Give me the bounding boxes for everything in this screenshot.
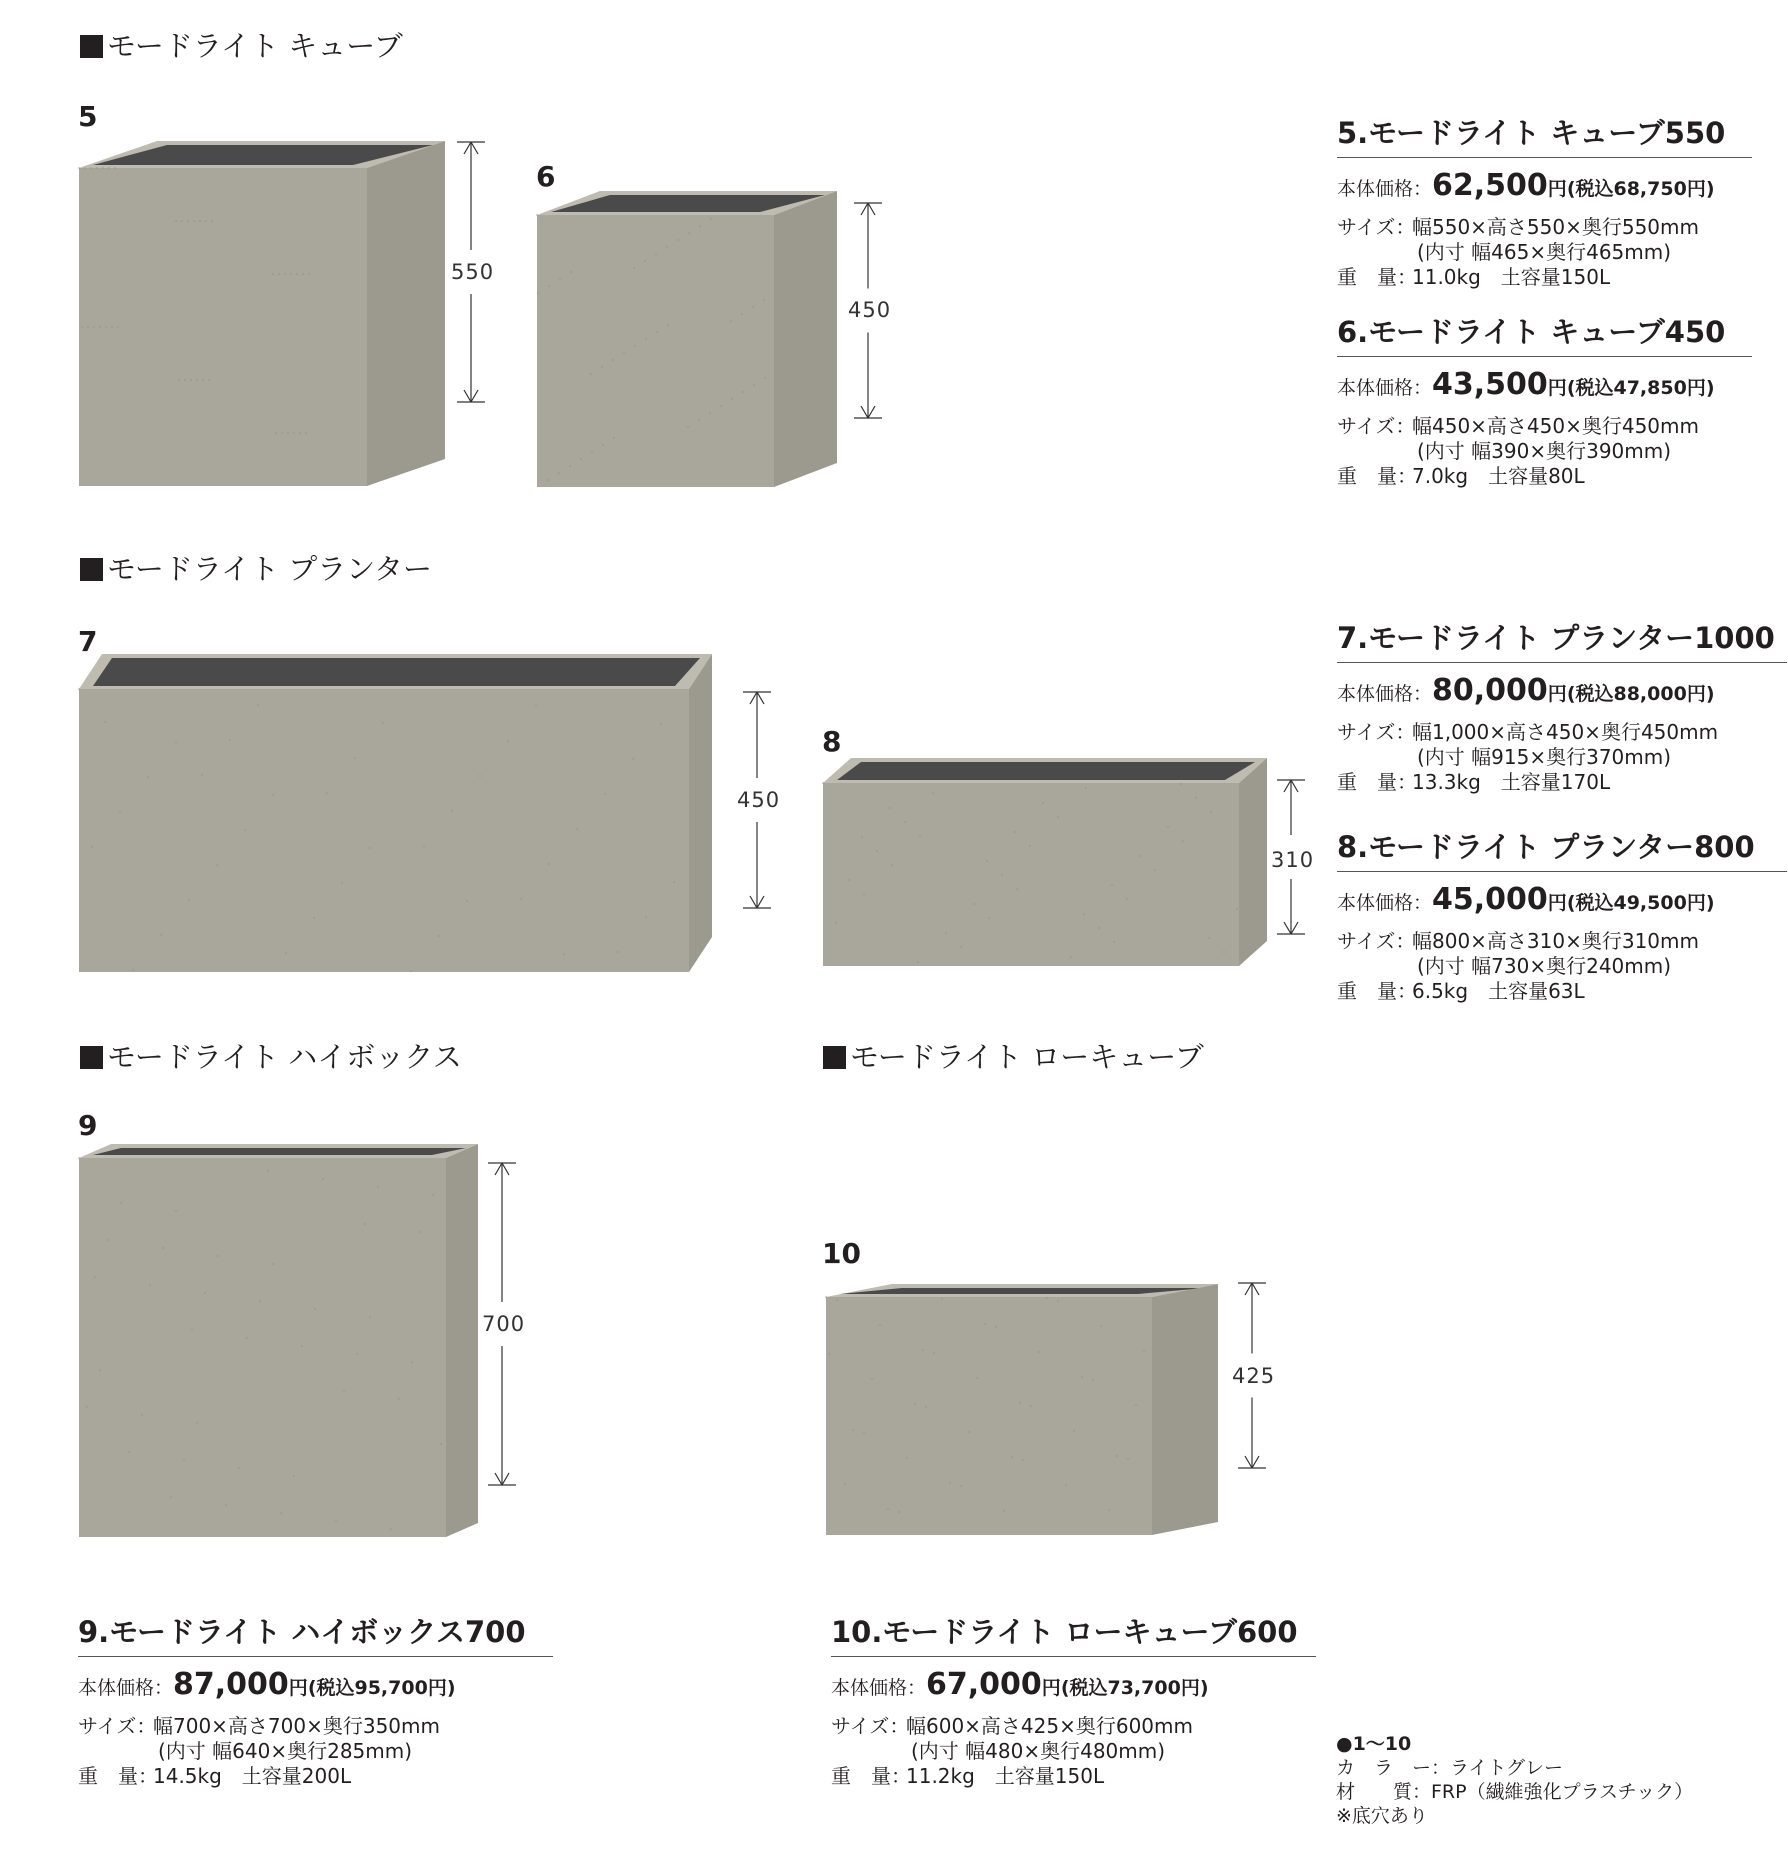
spec-block-10 <box>831 1615 1316 1789</box>
price-value: 43,500 <box>1432 366 1548 402</box>
product-name: 6.モードライト キューブ450 <box>1337 315 1752 357</box>
tax-price: (税込95,700円) <box>307 1676 456 1699</box>
tax-price: (税込49,500円) <box>1566 891 1715 914</box>
product-name: 9.モードライト ハイボックス700 <box>78 1615 553 1657</box>
size-row: サイズ：幅800×高さ310×奥行310mm <box>1337 928 1700 953</box>
planter-7-image <box>78 654 712 972</box>
dimension-label: 550 <box>451 260 495 284</box>
planter-8-image <box>822 758 1267 966</box>
notes-heading: ●1〜10 <box>1336 1733 1412 1755</box>
planter-10-image <box>825 1284 1218 1535</box>
dimension-label: 450 <box>737 788 781 812</box>
tax-price: (税込68,750円) <box>1566 177 1715 200</box>
weight-row: 重 量：6.5kg 土容量63L <box>1337 978 1585 1003</box>
price-line: 本体価格：67,000円(税込73,700円) <box>831 1666 1209 1702</box>
item-number: 9 <box>78 1109 98 1142</box>
planter-9-image <box>78 1144 478 1537</box>
price-line: 本体価格：80,000円(税込88,000円) <box>1337 672 1715 708</box>
product-name: 10.モードライト ローキューブ600 <box>831 1615 1316 1657</box>
inner-size-row: (内寸 幅480×奥行480mm) <box>911 1738 1166 1763</box>
notes-color: カ ラ ー：ライトグレー <box>1336 1757 1564 1779</box>
dimension-label: 450 <box>848 298 892 322</box>
spec-block-7 <box>1337 621 1787 795</box>
spec-block-6 <box>1337 315 1752 489</box>
inner-size-row: (内寸 幅730×奥行240mm) <box>1417 953 1672 978</box>
item-number: 7 <box>78 625 98 658</box>
inner-size-row: (内寸 幅390×奥行390mm) <box>1417 438 1672 463</box>
dimension-label: 310 <box>1271 848 1315 872</box>
price-value: 67,000 <box>926 1666 1042 1702</box>
section-title-planter: モードライト プランター <box>80 555 432 584</box>
price-line: 本体価格：87,000円(税込95,700円) <box>78 1666 456 1702</box>
notes-block <box>1336 1732 1693 1828</box>
size-row: サイズ：幅600×高さ425×奥行600mm <box>831 1713 1194 1738</box>
weight-row: 重 量：11.0kg 土容量150L <box>1337 264 1611 289</box>
tax-price: (税込88,000円) <box>1566 682 1715 705</box>
weight-row: 重 量：13.3kg 土容量170L <box>1337 769 1611 794</box>
inner-size-row: (内寸 幅465×奥行465mm) <box>1417 239 1672 264</box>
item-number: 10 <box>822 1237 861 1270</box>
size-row: サイズ：幅700×高さ700×奥行350mm <box>78 1713 441 1738</box>
size-row: サイズ：幅450×高さ450×奥行450mm <box>1337 413 1700 438</box>
price-value: 45,000 <box>1432 881 1548 917</box>
notes-material: 材 質：FRP（繊維強化プラスチック） <box>1336 1781 1694 1803</box>
price-value: 80,000 <box>1432 672 1548 708</box>
price-line: 本体価格：43,500円(税込47,850円) <box>1337 366 1715 402</box>
spec-block-9 <box>78 1615 553 1789</box>
spec-block-8 <box>1337 830 1787 1004</box>
price-value: 62,500 <box>1432 167 1548 203</box>
product-name: 5.モードライト キューブ550 <box>1337 116 1752 158</box>
tax-price: (税込73,700円) <box>1060 1676 1209 1699</box>
size-row: サイズ：幅550×高さ550×奥行550mm <box>1337 214 1700 239</box>
notes-hole: ※底穴あり <box>1336 1805 1428 1827</box>
planter-5-image <box>78 141 445 486</box>
item-number: 6 <box>536 160 556 193</box>
weight-row: 重 量：14.5kg 土容量200L <box>78 1763 352 1788</box>
spec-block-5 <box>1337 116 1752 290</box>
dimension-label: 700 <box>482 1312 526 1336</box>
price-value: 87,000 <box>173 1666 289 1702</box>
size-row: サイズ：幅1,000×高さ450×奥行450mm <box>1337 719 1719 744</box>
weight-row: 重 量：11.2kg 土容量150L <box>831 1763 1105 1788</box>
dimension-label: 425 <box>1232 1364 1276 1388</box>
planter-6-image <box>536 191 837 487</box>
price-line: 本体価格：62,500円(税込68,750円) <box>1337 167 1715 203</box>
weight-row: 重 量：7.0kg 土容量80L <box>1337 463 1585 488</box>
price-line: 本体価格：45,000円(税込49,500円) <box>1337 881 1715 917</box>
inner-size-row: (内寸 幅915×奥行370mm) <box>1417 744 1672 769</box>
tax-price: (税込47,850円) <box>1566 376 1715 399</box>
section-title-lowcube: モードライト ローキューブ <box>823 1043 1204 1072</box>
section-title-highbox: モードライト ハイボックス <box>80 1043 462 1072</box>
inner-size-row: (内寸 幅640×奥行285mm) <box>158 1738 413 1763</box>
item-number: 5 <box>78 100 98 133</box>
product-name: 8.モードライト プランター800 <box>1337 830 1787 872</box>
section-title-cube: モードライト キューブ <box>80 32 403 61</box>
item-number: 8 <box>822 725 842 758</box>
product-name: 7.モードライト プランター1000 <box>1337 621 1787 663</box>
